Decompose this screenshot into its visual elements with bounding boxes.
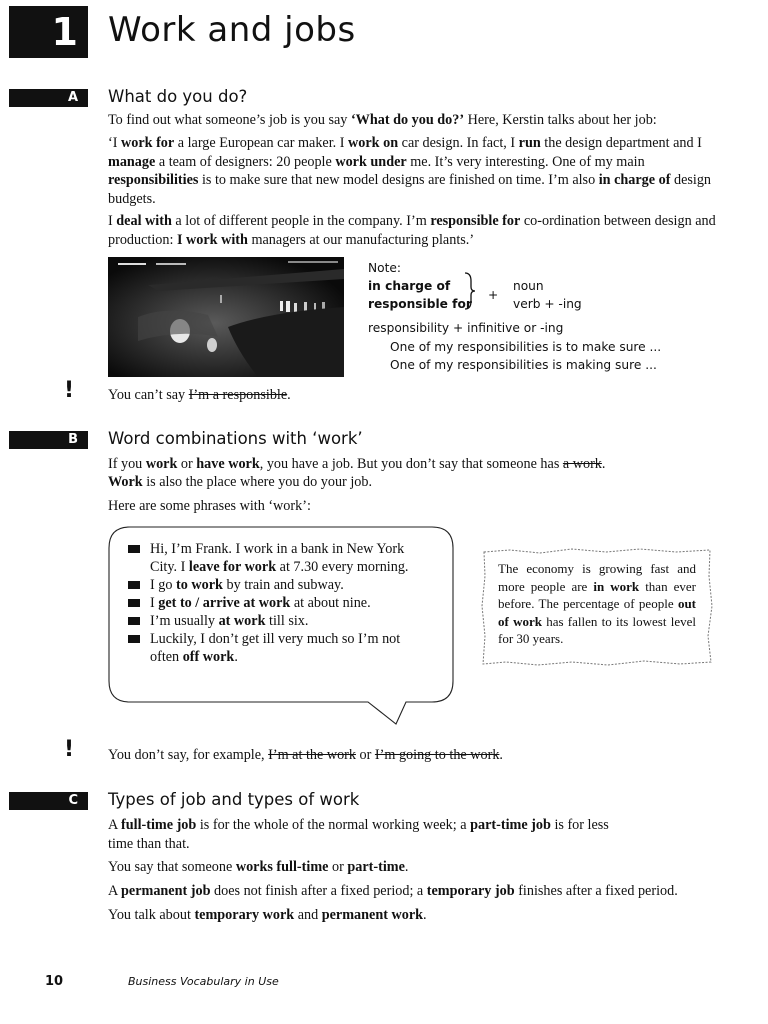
section-c-paragraph-2: You say that someone works full-time or part-time. bbox=[108, 859, 409, 875]
section-b-paragraph-2: Work is also the place where you do your job. bbox=[108, 474, 372, 490]
section-a-paragraph-1: ‘I work for a large European car maker. I work on car design. In fact, I run the design department and I manage a team of designers: 20 people work under me. It’s very interesting. One of my main responsibilities is to make sure that new model designs are finished on time. I’m also in charge of design budgets. bbox=[108, 135, 712, 207]
note-example-1: One of my responsibilities is to make sure ... bbox=[390, 340, 662, 354]
unit-title: Work and jobs bbox=[108, 10, 356, 50]
warning-text-b: You don’t say, for example, I’m at the work or I’m going to the work. bbox=[108, 747, 503, 763]
section-a-letter: A bbox=[67, 90, 78, 105]
note-responsible-for: responsible for bbox=[368, 297, 472, 311]
book-title: Business Vocabulary in Use bbox=[128, 975, 279, 988]
brace-icon bbox=[463, 271, 477, 311]
newspaper-clipping bbox=[480, 546, 712, 662]
note-verb-ing: verb + -ing bbox=[513, 297, 582, 311]
unit-number: 1 bbox=[51, 10, 78, 54]
page-number: 10 bbox=[45, 974, 64, 989]
section-a-paragraph-2: I deal with a lot of different people in the company. I’m responsible for co-ordination between design and production: I work with managers at our manufacturing plants.’ bbox=[108, 213, 716, 248]
section-b-heading: Word combinations with ‘work’ bbox=[108, 429, 363, 448]
section-c-letter: C bbox=[68, 793, 78, 808]
bubble-item: I go to work by train and subway. bbox=[126, 576, 416, 594]
note-in-charge-of: in charge of bbox=[368, 279, 451, 293]
note-plus: + bbox=[488, 288, 499, 302]
note-example-2: One of my responsibilities is making sure ... bbox=[390, 358, 657, 372]
note-rule: responsibility + infinitive or -ing bbox=[368, 321, 564, 335]
section-c-heading: Types of job and types of work bbox=[108, 790, 360, 809]
note-noun: noun bbox=[513, 279, 544, 293]
section-a-tab bbox=[9, 89, 88, 107]
section-b-paragraph-1: If you work or have work, you have a job. But you don’t say that someone has a work. bbox=[108, 456, 606, 472]
bubble-item: I’m usually at work till six. bbox=[126, 612, 416, 630]
speech-bubble bbox=[108, 526, 454, 704]
section-a-heading: What do you do? bbox=[108, 87, 248, 106]
clipping-text: The economy is growing fast and more people are in work than ever before. The percentage of people out of work has fallen to its lowest level for 30 years. bbox=[498, 561, 696, 646]
bubble-item: I get to / arrive at work at about nine. bbox=[126, 594, 416, 612]
car-design-photo bbox=[108, 257, 344, 377]
bubble-item: Luckily, I don’t get ill very much so I’m not often off work. bbox=[126, 630, 416, 666]
section-c-paragraph-3: A permanent job does not finish after a fixed period; a temporary job finishes after a fixed period. bbox=[108, 883, 678, 899]
section-b-paragraph-3: Here are some phrases with ‘work’: bbox=[108, 498, 311, 514]
warning-text-a: You can’t say I’m a responsible. bbox=[108, 387, 291, 403]
unit-number-box bbox=[9, 6, 88, 58]
warning-mark-b: ! bbox=[64, 737, 75, 762]
warning-mark-a: ! bbox=[64, 378, 75, 403]
section-c-paragraph-1: A full-time job is for the whole of the normal working week; a part-time job is for less time than that. bbox=[108, 817, 609, 852]
note-title: Note: bbox=[368, 261, 401, 275]
section-c-tab bbox=[9, 792, 88, 810]
section-a-intro: To find out what someone’s job is you say ‘What do you do?’ Here, Kerstin talks about her job: bbox=[108, 112, 657, 128]
section-b-tab bbox=[9, 431, 88, 449]
section-c-paragraph-4: You talk about temporary work and permanent work. bbox=[108, 907, 427, 923]
bubble-phrase-list bbox=[126, 540, 416, 666]
bubble-item: Hi, I’m Frank. I work in a bank in New York City. I leave for work at 7.30 every morning. bbox=[126, 540, 416, 576]
section-b-letter: B bbox=[68, 432, 78, 447]
